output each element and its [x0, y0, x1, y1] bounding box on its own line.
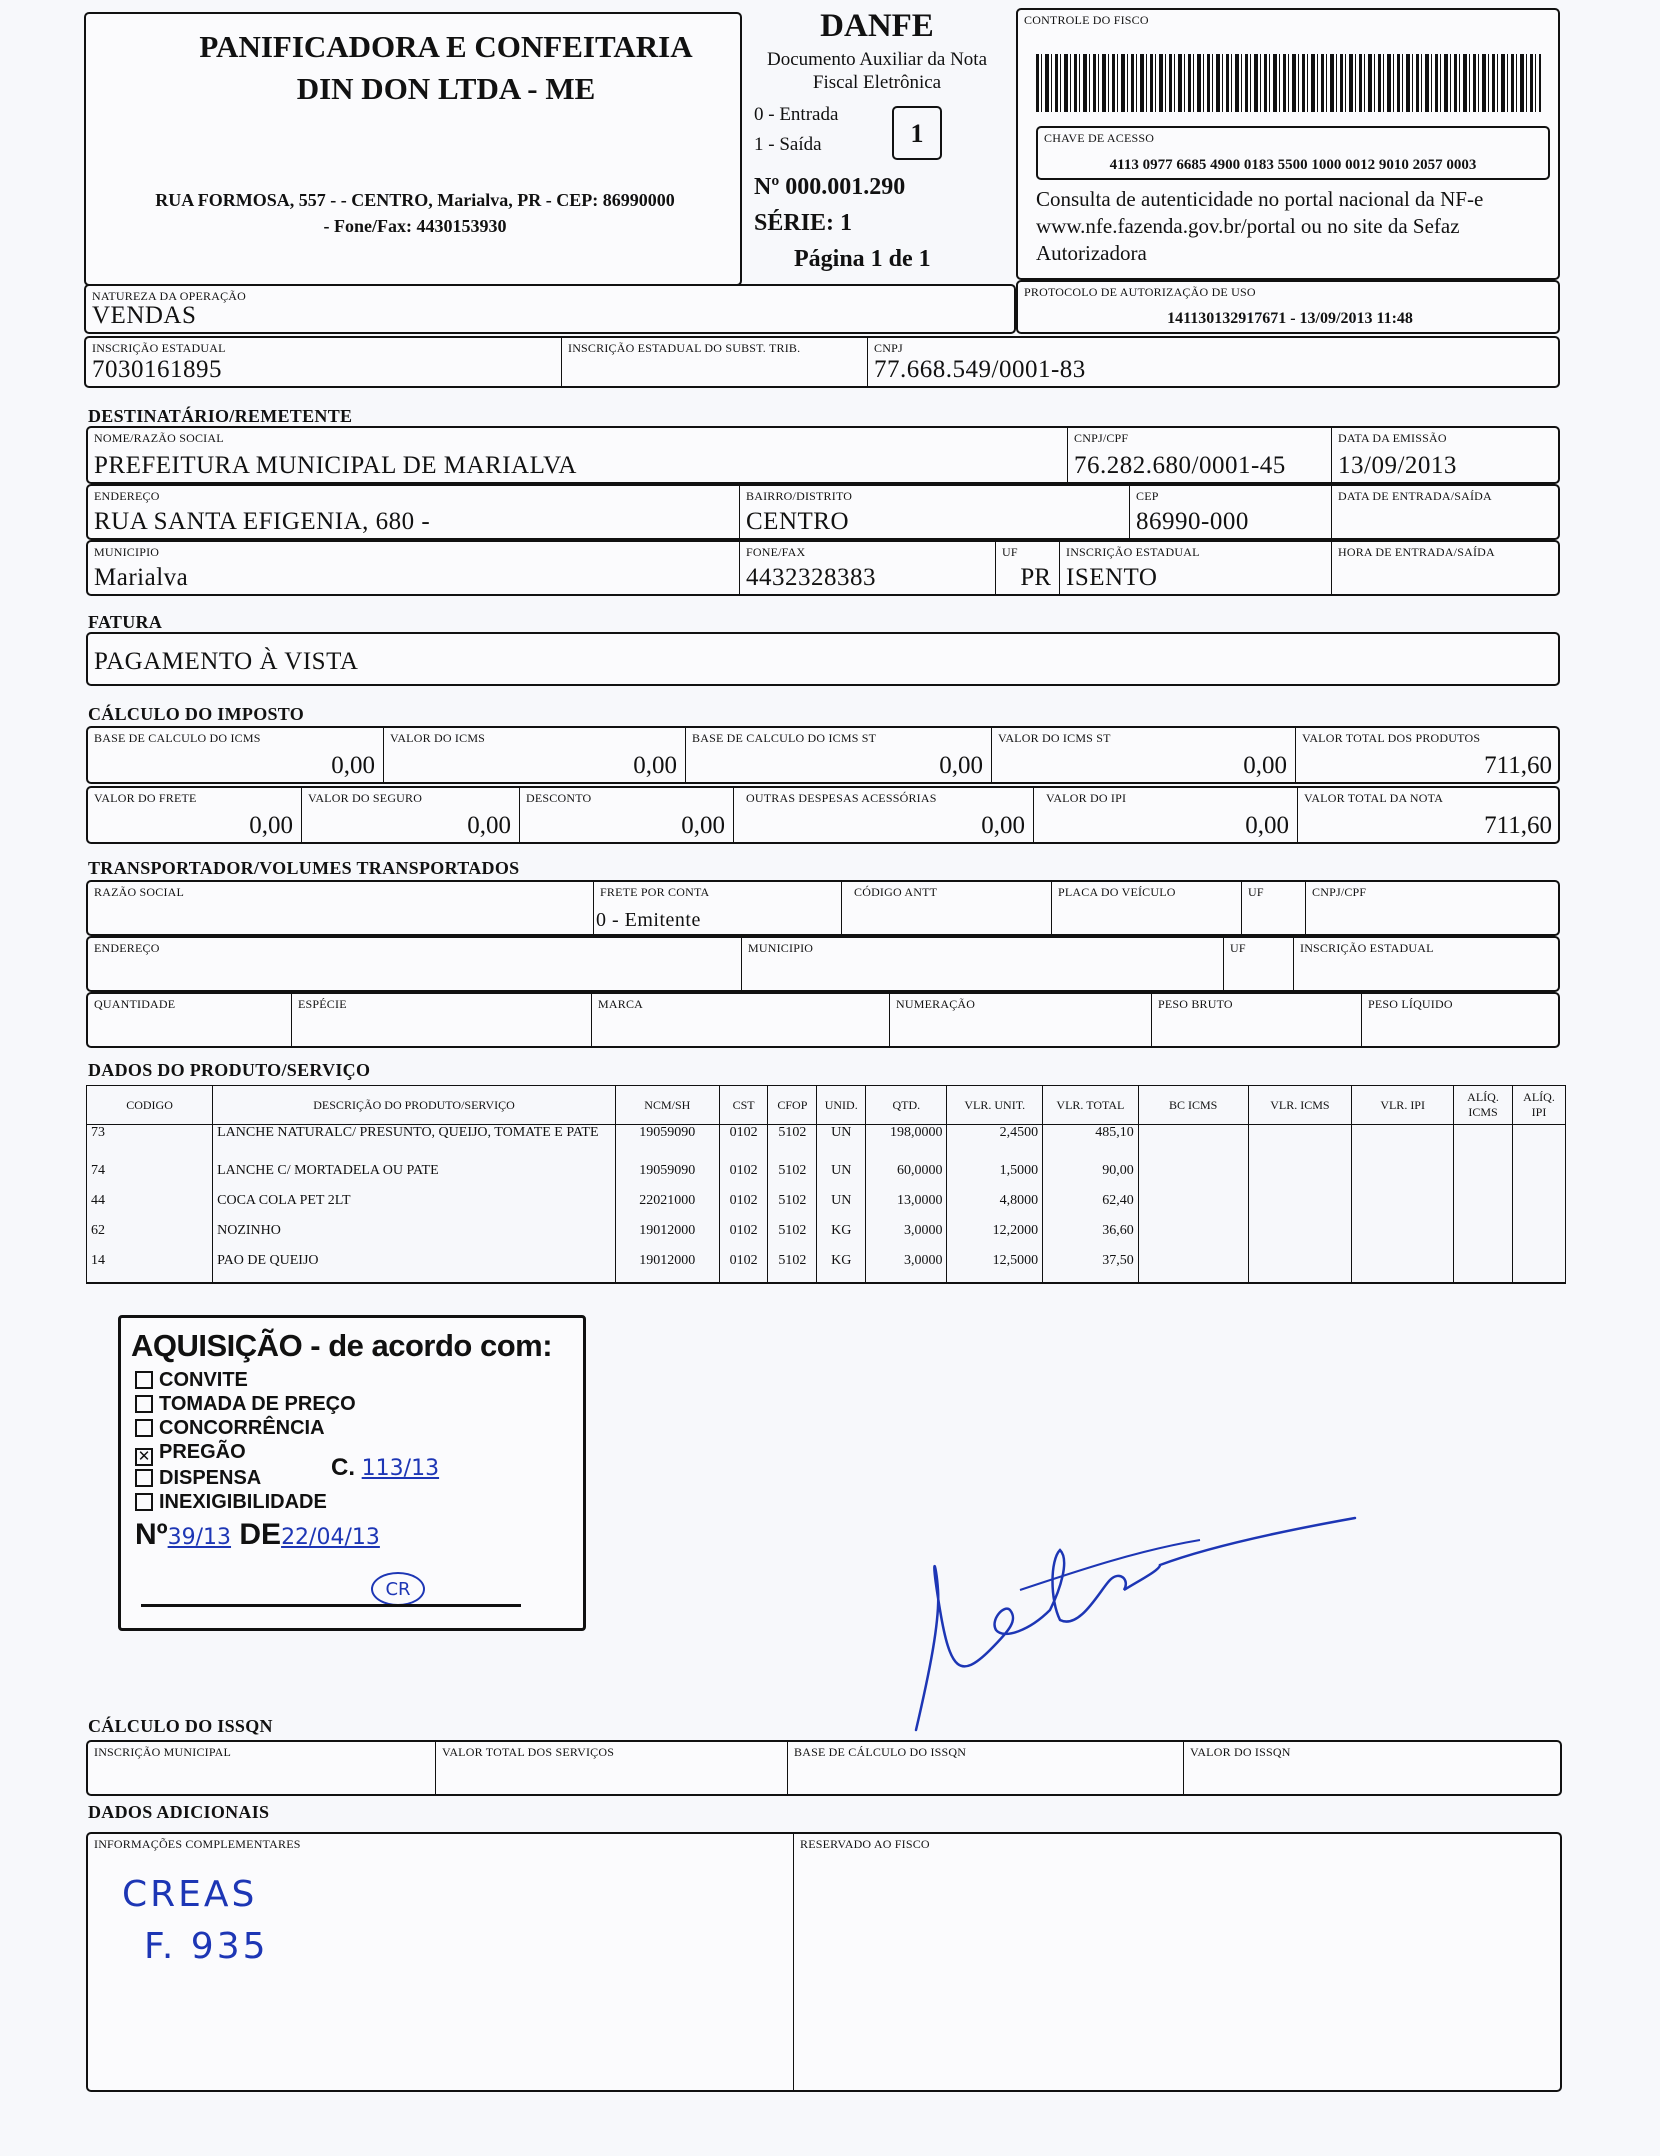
issqn-section: CÁLCULO DO ISSQN [88, 1716, 273, 1736]
stamp-option-convite [135, 1368, 356, 1392]
handwritten-note-1: CREAS [122, 1874, 258, 1915]
transp-uf-label: UF [1248, 885, 1264, 899]
dest-municipio-label: MUNICIPIO [94, 545, 160, 559]
cell-vlr-total: 36,60 [1043, 1223, 1139, 1253]
danfe-pagina: Página 1 de 1 [794, 246, 931, 272]
transp-placa-label: PLACA DO VEÍCULO [1058, 885, 1176, 899]
stamp-option-pregao [135, 1440, 356, 1466]
dest-fone: 4432328383 [746, 564, 876, 591]
produtos-header-row [87, 1086, 1566, 1125]
transp-row1 [86, 880, 1560, 936]
dest-row1 [86, 426, 1560, 484]
transp-antt-label: CÓDIGO ANTT [854, 885, 938, 899]
cell-vlr-total: 90,00 [1043, 1163, 1139, 1193]
cell-bc-icms [1138, 1253, 1248, 1283]
cell-vlr-icms [1248, 1193, 1352, 1223]
cell-vlr-icms [1248, 1223, 1352, 1253]
stamp-c-value: 113/13 [361, 1456, 440, 1481]
col-aliq-icms: ALÍQ. ICMS [1454, 1086, 1513, 1125]
cell-unid: KG [817, 1223, 866, 1253]
danfe-saida: 1 - Saída [754, 134, 822, 155]
dest-uf: PR [1020, 564, 1051, 591]
natureza-label: NATUREZA DA OPERAÇÃO [92, 289, 247, 303]
transp-marca-label: MARCA [598, 997, 644, 1011]
dest-row3 [86, 540, 1560, 596]
transportador-section: TRANSPORTADOR/VOLUMES TRANSPORTADOS [88, 858, 520, 878]
transp-endereco-label: ENDEREÇO [94, 941, 160, 955]
cell-vlr-total: 485,10 [1043, 1125, 1139, 1163]
natureza-value: VENDAS [92, 302, 197, 329]
stamp-c-label: C. [331, 1454, 355, 1481]
adicionais-section: DADOS ADICIONAIS [88, 1802, 270, 1822]
transp-peso-bruto-label: PESO BRUTO [1158, 997, 1233, 1011]
col-ncm: NCM/SH [615, 1086, 719, 1125]
destinatario-section: DESTINATÁRIO/REMETENTE [88, 406, 353, 426]
dest-endereco-label: ENDEREÇO [94, 489, 160, 503]
table-row [87, 1125, 1566, 1163]
signature-drawing [900, 1470, 1370, 1740]
cell-codigo: 73 [87, 1125, 213, 1163]
cell-qtd: 3,0000 [866, 1253, 947, 1283]
cell-unid: UN [817, 1163, 866, 1193]
cell-descricao: PAO DE QUEIJO [213, 1253, 616, 1283]
cell-unid: KG [817, 1253, 866, 1283]
checkbox-icon [135, 1371, 153, 1389]
cell-descricao: LANCHE C/ MORTADELA OU PATE [213, 1163, 616, 1193]
dest-ie-label: INSCRIÇÃO ESTADUAL [1066, 545, 1200, 559]
cell-qtd: 60,0000 [866, 1163, 947, 1193]
total-produtos-value: 711,60 [1484, 752, 1552, 779]
cell-vlr-ipi [1352, 1125, 1454, 1163]
adicionais-box [86, 1832, 1562, 2092]
cell-bc-icms [1138, 1125, 1248, 1163]
cnpj-label: CNPJ [874, 341, 903, 355]
cell-vlr-unit: 12,5000 [947, 1253, 1043, 1283]
issqn-row [86, 1740, 1562, 1796]
col-cst: CST [719, 1086, 768, 1125]
cell-aliq-icms [1454, 1223, 1513, 1253]
col-qtd: QTD. [866, 1086, 947, 1125]
natureza-box [84, 284, 1016, 334]
dest-nome: PREFEITURA MUNICIPAL DE MARIALVA [94, 452, 577, 479]
chave-acesso: 4113 0977 6685 4900 0183 5500 1000 0012 9010 2057 0003 [1109, 157, 1477, 173]
consulta-text: Consulta de autenticidade no portal nacional da NF-e www.nfe.fazenda.gov.br/portal ou no site da Sefaz Autorizadora [1036, 187, 1484, 265]
emitter-name: PANIFICADORA E CONFEITARIA DIN DON LTDA - ME [199, 29, 693, 106]
dest-municipio: Marialva [94, 564, 189, 591]
col-vlr-unit: VLR. UNIT. [947, 1086, 1043, 1125]
cell-bc-icms [1138, 1223, 1248, 1253]
stamp-title: AQUISIÇÃO - de acordo com: [131, 1328, 553, 1363]
cell-vlr-unit: 12,2000 [947, 1223, 1043, 1253]
cnpj-value: 77.668.549/0001-83 [874, 356, 1086, 383]
transp-cnpj-label: CNPJ/CPF [1312, 885, 1367, 899]
dest-emissao-label: DATA DA EMISSÃO [1338, 431, 1447, 445]
checkbox-icon [135, 1395, 153, 1413]
col-codigo: CODIGO [87, 1086, 213, 1125]
fatura-text: PAGAMENTO À VISTA [94, 648, 359, 675]
col-vlr-total: VLR. TOTAL [1043, 1086, 1139, 1125]
dest-ie: ISENTO [1066, 564, 1158, 591]
cell-aliq-ipi [1513, 1223, 1566, 1253]
cell-qtd: 3,0000 [866, 1223, 947, 1253]
emitter-phone: - Fone/Fax: 4430153930 [323, 216, 507, 236]
cell-cst: 0102 [719, 1223, 768, 1253]
stamp-n-value: 39/13 [167, 1525, 232, 1550]
cell-ncm: 19012000 [615, 1253, 719, 1283]
stamp-c [331, 1454, 439, 1482]
stamp-option-tomada [135, 1392, 356, 1416]
cell-codigo: 14 [87, 1253, 213, 1283]
cell-cst: 0102 [719, 1163, 768, 1193]
cell-cfop: 5102 [768, 1163, 817, 1193]
stamp-option-label: DISPENSA [159, 1467, 262, 1489]
cell-vlr-total: 37,50 [1043, 1253, 1139, 1283]
cell-aliq-ipi [1513, 1193, 1566, 1223]
col-aliq-ipi: ALÍQ. IPI [1513, 1086, 1566, 1125]
ipi-label: VALOR DO IPI [1046, 791, 1127, 805]
cell-vlr-unit: 1,5000 [947, 1163, 1043, 1193]
cell-unid: UN [817, 1125, 866, 1163]
cell-codigo: 44 [87, 1193, 213, 1223]
cell-vlr-icms [1248, 1125, 1352, 1163]
cell-vlr-ipi [1352, 1193, 1454, 1223]
danfe-entrada: 0 - Entrada [754, 104, 839, 125]
valor-icms-value: 0,00 [633, 752, 677, 779]
cell-aliq-icms [1454, 1253, 1513, 1283]
transp-quantidade-label: QUANTIDADE [94, 997, 176, 1011]
danfe-serie: SÉRIE: 1 [754, 210, 853, 236]
issqn-inscricao-label: INSCRIÇÃO MUNICIPAL [94, 1745, 232, 1759]
cell-aliq-ipi [1513, 1163, 1566, 1193]
transp-row2 [86, 936, 1560, 992]
fatura-section: FATURA [88, 612, 163, 632]
frete-value: 0,00 [249, 812, 293, 839]
stamp-option-label: INEXIGIBILIDADE [159, 1491, 327, 1513]
stamp-n-label: Nº [135, 1518, 168, 1551]
col-bc-icms: BC ICMS [1138, 1086, 1248, 1125]
cell-codigo: 62 [87, 1223, 213, 1253]
cell-aliq-icms [1454, 1125, 1513, 1163]
cell-ncm: 19059090 [615, 1163, 719, 1193]
valor-icms-label: VALOR DO ICMS [390, 731, 486, 745]
table-row [87, 1253, 1566, 1283]
base-icms-label: BASE DE CALCULO DO ICMS [94, 731, 261, 745]
protocolo: 141130132917671 - 13/09/2013 11:48 [1167, 310, 1413, 327]
dest-nome-label: NOME/RAZÃO SOCIAL [94, 431, 224, 445]
stamp-option-label: CONCORRÊNCIA [159, 1417, 325, 1439]
frete-label: VALOR DO FRETE [94, 791, 197, 805]
issqn-valor-label: VALOR DO ISSQN [1190, 1745, 1291, 1759]
emitter-address: RUA FORMOSA, 557 - - CENTRO, Marialva, PR - CEP: 86990000 [155, 190, 675, 210]
total-nota-value: 711,60 [1484, 812, 1552, 839]
dest-cep-label: CEP [1136, 489, 1159, 503]
cell-bc-icms [1138, 1193, 1248, 1223]
cell-qtd: 198,0000 [866, 1125, 947, 1163]
col-vlr-ipi: VLR. IPI [1352, 1086, 1454, 1125]
issqn-valor-servicos-label: VALOR TOTAL DOS SERVIÇOS [442, 1745, 615, 1759]
desconto-value: 0,00 [681, 812, 725, 839]
seguro-label: VALOR DO SEGURO [308, 791, 423, 805]
cell-aliq-icms [1454, 1163, 1513, 1193]
dest-emissao: 13/09/2013 [1338, 452, 1457, 479]
cell-unid: UN [817, 1193, 866, 1223]
cell-descricao: LANCHE NATURALC/ PRESUNTO, QUEIJO, TOMATE E PATE [213, 1125, 616, 1163]
checkbox-icon [135, 1419, 153, 1437]
stamp-de-label: DE [239, 1518, 282, 1551]
issqn-base-label: BASE DE CÁLCULO DO ISSQN [794, 1745, 967, 1759]
fatura-box [86, 632, 1560, 686]
table-row [87, 1193, 1566, 1223]
dest-cnpj-label: CNPJ/CPF [1074, 431, 1129, 445]
outras-despesas-label: OUTRAS DESPESAS ACESSÓRIAS [746, 791, 937, 805]
cell-vlr-total: 62,40 [1043, 1193, 1139, 1223]
cell-aliq-ipi [1513, 1125, 1566, 1163]
cell-vlr-unit: 4,8000 [947, 1193, 1043, 1223]
dest-hora-label: HORA DE ENTRADA/SAÍDA [1338, 545, 1495, 559]
stamp-numero [135, 1518, 380, 1552]
transp-frete-label: FRETE POR CONTA [600, 885, 710, 899]
stamp-option-concorrencia [135, 1416, 356, 1440]
danfe-block [742, 8, 1012, 288]
dest-fone-label: FONE/FAX [746, 545, 806, 559]
dest-entrada-saida-label: DATA DE ENTRADA/SAÍDA [1338, 489, 1492, 503]
chave-acesso-label: CHAVE DE ACESSO [1044, 131, 1155, 145]
controle-fisco-box [1016, 8, 1560, 280]
cell-bc-icms [1138, 1163, 1248, 1193]
stamp-signature-line [141, 1604, 521, 1607]
cell-cst: 0102 [719, 1193, 768, 1223]
transp-peso-liquido-label: PESO LÍQUIDO [1368, 997, 1453, 1011]
imposto-section: CÁLCULO DO IMPOSTO [88, 704, 305, 724]
cell-cfop: 5102 [768, 1193, 817, 1223]
chave-acesso-box [1036, 126, 1550, 180]
cell-cfop: 5102 [768, 1253, 817, 1283]
produtos-table [86, 1085, 1566, 1284]
dest-row2 [86, 484, 1560, 540]
base-icms-st-value: 0,00 [939, 752, 983, 779]
outras-despesas-value: 0,00 [981, 812, 1025, 839]
stamp-option-label: CONVITE [159, 1369, 248, 1391]
stamp-initials-text: CR [385, 1579, 411, 1600]
aquisicao-stamp [118, 1315, 586, 1631]
desconto-label: DESCONTO [526, 791, 592, 805]
cell-cfop: 5102 [768, 1223, 817, 1253]
danfe-title: DANFE [820, 8, 934, 44]
checked-checkbox-icon: ✕ [135, 1448, 153, 1466]
checkbox-icon [135, 1469, 153, 1487]
stamp-option-label: TOMADA DE PREÇO [159, 1393, 356, 1415]
ie-value: 7030161895 [92, 356, 222, 383]
stamp-option-dispensa [135, 1466, 356, 1490]
cell-vlr-unit: 2,4500 [947, 1125, 1043, 1163]
cell-cfop: 5102 [768, 1125, 817, 1163]
transp-municipio-label: MUNICIPIO [748, 941, 814, 955]
protocolo-box [1016, 280, 1560, 334]
dest-cep: 86990-000 [1136, 508, 1249, 535]
handwritten-note-2: F. 935 [144, 1926, 269, 1967]
col-unid: UNID. [817, 1086, 866, 1125]
info-complementares-label: INFORMAÇÕES COMPLEMENTARES [94, 1837, 301, 1851]
ipi-value: 0,00 [1245, 812, 1289, 839]
cell-ncm: 19059090 [615, 1125, 719, 1163]
cell-codigo: 74 [87, 1163, 213, 1193]
cell-cst: 0102 [719, 1253, 768, 1283]
barcode [1036, 54, 1541, 112]
danfe-tipo-box: 1 [892, 106, 942, 160]
cell-descricao: NOZINHO [213, 1223, 616, 1253]
cell-vlr-ipi [1352, 1223, 1454, 1253]
table-row [87, 1223, 1566, 1253]
dest-bairro-label: BAIRRO/DISTRITO [746, 489, 853, 503]
cell-vlr-ipi [1352, 1163, 1454, 1193]
transp-numeracao-label: NUMERAÇÃO [896, 997, 976, 1011]
cell-ncm: 19012000 [615, 1223, 719, 1253]
stamp-initials [371, 1572, 425, 1606]
controle-fisco-label: CONTROLE DO FISCO [1024, 13, 1149, 27]
col-descricao: DESCRIÇÃO DO PRODUTO/SERVIÇO [213, 1086, 616, 1125]
transp-row3 [86, 992, 1560, 1048]
total-nota-label: VALOR TOTAL DA NOTA [1304, 791, 1444, 805]
reservado-fisco-label: RESERVADO AO FISCO [800, 1837, 930, 1851]
dest-endereco: RUA SANTA EFIGENIA, 680 - [94, 508, 431, 535]
stamp-de-value: 22/04/13 [281, 1525, 380, 1550]
valor-icms-st-value: 0,00 [1243, 752, 1287, 779]
cell-aliq-ipi [1513, 1253, 1566, 1283]
imposto-row2 [86, 786, 1560, 844]
valor-icms-st-label: VALOR DO ICMS ST [998, 731, 1111, 745]
transp-especie-label: ESPÉCIE [298, 997, 347, 1011]
protocolo-label: PROTOCOLO DE AUTORIZAÇÃO DE USO [1024, 285, 1256, 299]
cell-vlr-ipi [1352, 1253, 1454, 1283]
transp-ie-label: INSCRIÇÃO ESTADUAL [1300, 941, 1434, 955]
cell-qtd: 13,0000 [866, 1193, 947, 1223]
cell-cst: 0102 [719, 1125, 768, 1163]
emitter-box [84, 12, 742, 286]
transp-frete-value: 0 - Emitente [596, 909, 701, 931]
transp-razao-label: RAZÃO SOCIAL [94, 885, 185, 899]
ie-st-label: INSCRIÇÃO ESTADUAL DO SUBST. TRIB. [568, 341, 801, 355]
danfe-subtitle: Documento Auxiliar da Nota Fiscal Eletrônica [766, 49, 988, 93]
transp-uf2-label: UF [1230, 941, 1246, 955]
cell-vlr-icms [1248, 1163, 1352, 1193]
ie-label: INSCRIÇÃO ESTADUAL [92, 341, 226, 355]
total-produtos-label: VALOR TOTAL DOS PRODUTOS [1302, 731, 1481, 745]
dest-bairro: CENTRO [746, 508, 849, 535]
checkbox-icon [135, 1493, 153, 1511]
danfe-numero: Nº 000.001.290 [754, 174, 906, 200]
stamp-option-inexigibilidade [135, 1490, 356, 1514]
dest-cnpj: 76.282.680/0001-45 [1074, 452, 1286, 479]
cell-aliq-icms [1454, 1193, 1513, 1223]
table-row [87, 1163, 1566, 1193]
col-cfop: CFOP [768, 1086, 817, 1125]
cell-ncm: 22021000 [615, 1193, 719, 1223]
cell-vlr-icms [1248, 1253, 1352, 1283]
cell-descricao: COCA COLA PET 2LT [213, 1193, 616, 1223]
dest-uf-label: UF [1002, 545, 1018, 559]
base-icms-value: 0,00 [331, 752, 375, 779]
ie-row [84, 336, 1560, 388]
stamp-options [135, 1368, 356, 1514]
produtos-section: DADOS DO PRODUTO/SERVIÇO [88, 1060, 371, 1080]
col-vlr-icms: VLR. ICMS [1248, 1086, 1352, 1125]
seguro-value: 0,00 [467, 812, 511, 839]
imposto-row1 [86, 726, 1560, 784]
base-icms-st-label: BASE DE CALCULO DO ICMS ST [692, 731, 877, 745]
stamp-option-label: PREGÃO [159, 1441, 246, 1463]
